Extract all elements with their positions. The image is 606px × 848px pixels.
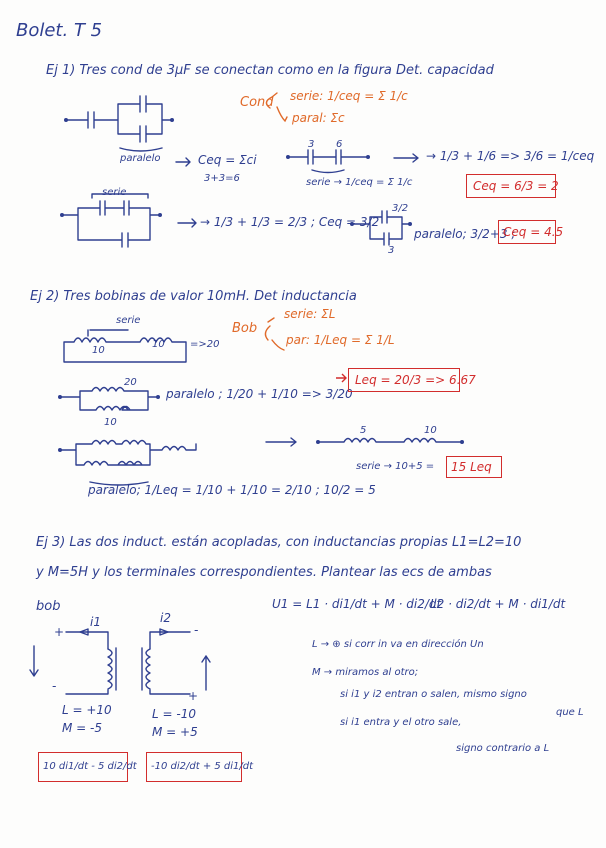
minus-left-label: - (52, 679, 57, 693)
capacitor-circuit-2 (60, 194, 162, 247)
m-left-value: M = -5 (62, 721, 103, 735)
bob-rule-label: Bob (232, 321, 258, 336)
ej2-statement: Ej 2) Tres bobinas de valor 10mH. Det inductancia (30, 289, 357, 304)
ej3-line-2: y M=5H y los terminales correspondientes. Plantear las ecs de ambas (36, 565, 492, 580)
cond-serie-rule: serie: 1/ceq = Σ 1/c (290, 89, 408, 103)
bob-par-rule: par: 1/Leq = Σ 1/L (286, 333, 395, 347)
bob-serie-rule: serie: ΣL (284, 307, 336, 321)
serie-label-2: serie (116, 315, 141, 326)
page-title: Bolet. T 5 (16, 20, 103, 41)
current-i1-label: i1 (90, 615, 101, 629)
ej1-statement: Ej 1) Tres cond de 3μF se conectan como en la figura Det. capacidad (46, 63, 494, 78)
coil-10b-label: 10 (152, 339, 165, 350)
eq-20-label: =>20 (190, 339, 220, 350)
plus-left-label: + (54, 625, 65, 639)
capacitor-circuit-1 (64, 96, 174, 142)
cap-6-label: 6 (336, 139, 343, 150)
result-box-1 (466, 174, 559, 198)
arrow (176, 158, 190, 166)
equation-u2: L2 · di2/dt + M · di1/dt (430, 597, 566, 611)
result-left-text: 10 di1/dt - 5 di2/dt (43, 761, 137, 772)
note-3b: que L (556, 707, 584, 718)
plus-right-label: + (188, 689, 199, 703)
ej3-line-3: bob (36, 599, 61, 614)
inductor-parallel-circuit-1 (58, 388, 160, 411)
result-box-left (38, 752, 137, 782)
bob-bracket (265, 318, 284, 350)
note-3: si i1 y i2 entran o salen, mismo signo (340, 689, 527, 700)
l-right-value: L = -10 (152, 707, 196, 721)
result-2-text: Ceq = 4.5 (503, 225, 564, 239)
coil-20-label: 20 (124, 377, 137, 388)
note-1: L → ⊕ si corr in va en dirección Un (312, 639, 484, 650)
paralelo-calc-3: paralelo; 1/Leq = 1/10 + 1/10 = 2/10 ; 10/2 = 5 (88, 483, 376, 497)
paralelo-calc-2: paralelo ; 1/20 + 1/10 => 3/20 (166, 387, 353, 401)
calc-line-2: → 1/3 + 1/3 = 2/3 ; Ceq = 3/2 (200, 215, 380, 229)
note-5: signo contrario a L (456, 743, 550, 754)
inductor-mixed-circuit (58, 441, 196, 486)
cond-rule-label: Cond (240, 95, 274, 110)
cap-3-2-label: 3/2 (392, 203, 409, 214)
serie-label: serie (102, 187, 127, 198)
calc-line-1: → 1/3 + 1/6 => 3/6 = 1/ceq (426, 149, 595, 163)
note-4: si i1 entra y el otro sale, (340, 717, 462, 728)
result-4-text: 15 Leq (451, 460, 492, 474)
cond-paral-rule: paral: Σc (292, 111, 345, 125)
ceq-sum-formula: Ceq = Σci (198, 153, 257, 167)
arrow (178, 219, 196, 227)
coil-10d-label: 10 (424, 425, 437, 436)
coil-10c-label: 10 (104, 417, 117, 428)
note-2: M → miramos al otro; (312, 667, 419, 678)
result-box-4 (446, 456, 502, 478)
inductor-series-chain (316, 439, 464, 445)
capacitor-series-chain (286, 150, 370, 173)
arrow (266, 438, 296, 446)
minus-right-label: - (194, 623, 199, 637)
current-i2-label: i2 (160, 611, 171, 625)
paralelo-brace-1 (120, 148, 162, 151)
result-1-text: Ceq = 6/3 = 2 (473, 179, 559, 193)
serie-formula: serie → 1/ceq = Σ 1/c (306, 177, 413, 188)
l-left-value: L = +10 (62, 703, 112, 717)
inductor-series-circuit (64, 330, 186, 362)
coil-5-label: 5 (360, 425, 367, 436)
m-right-value: M = +5 (152, 725, 198, 739)
cap-3-label: 3 (308, 139, 315, 150)
coil-10a-label: 10 (92, 345, 105, 356)
arrow (336, 374, 346, 382)
three-plus-three: 3+3=6 (204, 173, 240, 184)
serie-calc: serie → 10+5 = (356, 461, 435, 472)
paralelo-label: paralelo (120, 153, 161, 164)
arrow (394, 154, 418, 162)
equation-u1: U1 = L1 · di1/dt + M · di2/dt (272, 597, 442, 611)
paralelo-calc-1: paralelo; 3/2+3 ; (414, 227, 516, 241)
result-box-2 (498, 220, 564, 244)
result-3-text: Leq = 20/3 => 6.67 (355, 373, 476, 387)
cap-3b-label: 3 (388, 245, 395, 256)
result-right-text: -10 di2/dt + 5 di1/dt (151, 761, 254, 772)
ej3-line-1: Ej 3) Las dos induct. están acopladas, con inductancias propias L1=L2=10 (36, 535, 522, 550)
result-box-right (146, 752, 254, 782)
result-box-3 (348, 368, 476, 392)
